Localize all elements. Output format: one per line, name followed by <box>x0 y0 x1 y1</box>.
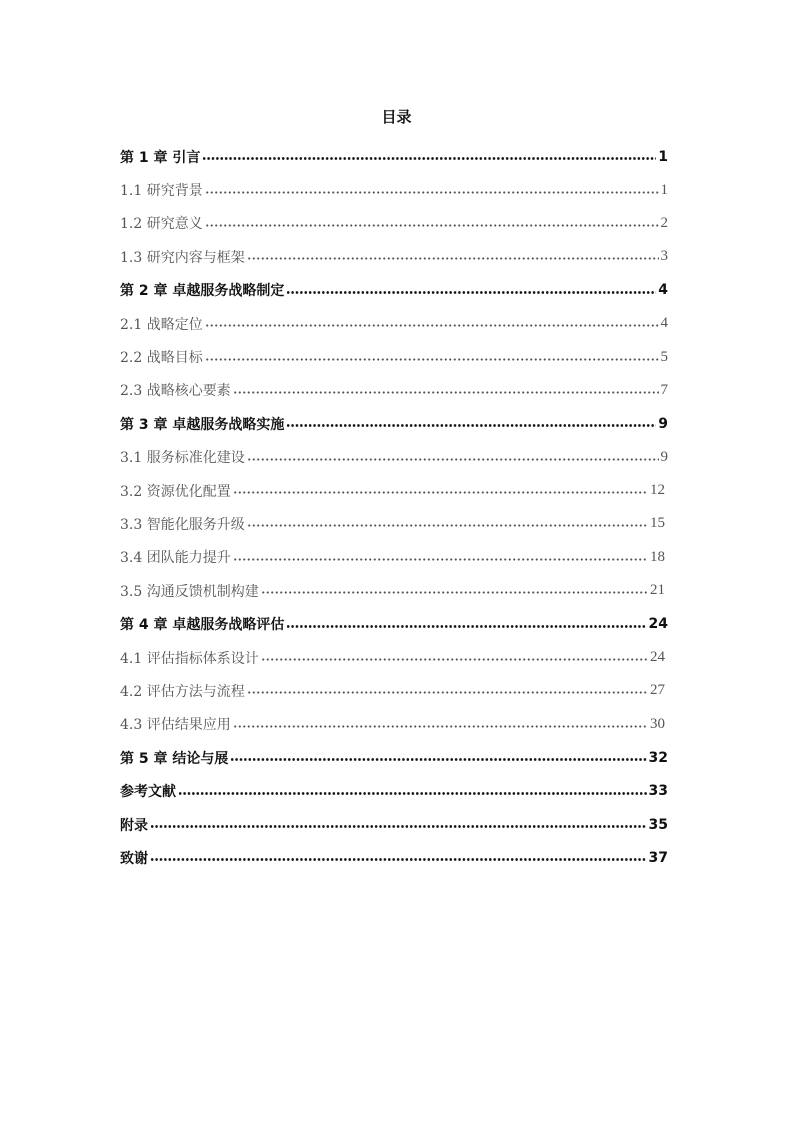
toc-entry-chapter-3[interactable] <box>120 407 668 440</box>
toc-entry-page: 24 <box>648 616 668 633</box>
toc-entry-page: 1 <box>660 181 668 198</box>
toc-entry-page: 27 <box>650 682 665 699</box>
toc-entry-appendix[interactable] <box>120 808 668 841</box>
toc-entry-section-3-5[interactable] <box>120 574 665 607</box>
toc-entry-label: 2.2 战略目标 <box>120 347 204 367</box>
dot-leader <box>205 358 659 361</box>
toc-entry-label: 3.5 沟通反馈机制构建 <box>120 581 260 601</box>
toc-entry-page: 3 <box>660 248 668 265</box>
toc-entry-section-3-4[interactable] <box>120 541 665 574</box>
dot-leader <box>150 825 647 828</box>
dot-leader <box>233 491 648 494</box>
toc-entry-section-3-3[interactable] <box>120 507 665 540</box>
toc-entry-label: 3.2 资源优化配置 <box>120 481 232 501</box>
toc-entry-label: 参考文献 <box>120 781 177 801</box>
dot-leader <box>286 625 646 628</box>
dot-leader <box>230 758 646 761</box>
toc-entry-acknowledgements[interactable] <box>120 841 668 874</box>
toc-entry-label: 4.3 评估结果应用 <box>120 714 232 734</box>
dot-leader <box>205 224 659 227</box>
toc-entry-chapter-2[interactable] <box>120 274 668 307</box>
toc-entry-section-2-1[interactable] <box>120 307 668 340</box>
dot-leader <box>247 691 648 694</box>
toc-entry-label: 2.3 战略核心要素 <box>120 380 232 400</box>
dot-leader <box>205 324 659 327</box>
toc-entry-label: 附录 <box>120 815 149 835</box>
toc-entry-section-3-2[interactable] <box>120 474 665 507</box>
toc-entry-label: 致谢 <box>120 848 149 868</box>
dot-leader <box>233 391 659 394</box>
toc-entry-page: 35 <box>648 816 668 833</box>
toc-entry-page: 33 <box>648 783 668 800</box>
toc-entry-label: 1.3 研究内容与框架 <box>120 247 246 267</box>
toc-entry-chapter-1[interactable] <box>120 140 668 173</box>
dot-leader <box>247 257 659 260</box>
toc-entry-section-4-3[interactable] <box>120 708 665 741</box>
toc-entry-section-4-2[interactable] <box>120 674 665 707</box>
toc-entry-label: 2.1 战略定位 <box>120 314 204 334</box>
toc-entry-label: 4.1 评估指标体系设计 <box>120 648 260 668</box>
toc-entry-page: 15 <box>650 515 665 532</box>
toc-entry-section-2-2[interactable] <box>120 340 668 373</box>
toc-entry-page: 21 <box>650 582 665 599</box>
toc-entry-page: 12 <box>650 482 665 499</box>
toc-entry-page: 37 <box>648 849 668 866</box>
toc-entry-label: 第 5 章 结论与展 <box>120 748 229 768</box>
dot-leader <box>202 157 656 160</box>
dot-leader <box>150 858 647 861</box>
dot-leader <box>233 725 648 728</box>
dot-leader <box>261 591 648 594</box>
toc-entry-label: 第 2 章 卓越服务战略制定 <box>120 280 285 300</box>
toc-entry-page: 5 <box>660 348 668 365</box>
dot-leader <box>205 191 659 194</box>
toc-entry-label: 第 3 章 卓越服务战略实施 <box>120 414 285 434</box>
toc-entry-page: 1 <box>658 148 668 165</box>
dot-leader <box>286 424 656 427</box>
toc-entry-label: 3.1 服务标准化建设 <box>120 447 246 467</box>
toc-entry-page: 2 <box>660 214 668 231</box>
dot-leader <box>247 524 648 527</box>
toc-entry-label: 1.2 研究意义 <box>120 213 204 233</box>
toc-entry-chapter-5[interactable] <box>120 741 668 774</box>
dot-leader <box>261 658 648 661</box>
toc-entry-section-4-1[interactable] <box>120 641 665 674</box>
toc-entry-label: 3.3 智能化服务升级 <box>120 514 246 534</box>
toc-entry-page: 4 <box>660 315 668 332</box>
toc-entry-page: 4 <box>658 282 668 299</box>
toc-entry-page: 30 <box>650 715 665 732</box>
toc-entry-label: 3.4 团队能力提升 <box>120 547 232 567</box>
toc-entry-chapter-4[interactable] <box>120 607 668 640</box>
dot-leader <box>286 291 656 294</box>
toc-entry-references[interactable] <box>120 774 668 807</box>
toc-entry-page: 7 <box>660 381 668 398</box>
toc-entry-label: 1.1 研究背景 <box>120 180 204 200</box>
toc-entry-page: 24 <box>650 649 665 666</box>
dot-leader <box>247 458 659 461</box>
dot-leader <box>233 558 648 561</box>
toc-entry-page: 9 <box>660 448 668 465</box>
toc-entry-section-2-3[interactable] <box>120 374 668 407</box>
toc-entry-page: 9 <box>658 415 668 432</box>
toc-entry-page: 32 <box>648 749 668 766</box>
table-of-contents <box>120 140 670 875</box>
toc-title: 目录 <box>381 108 412 126</box>
toc-entry-section-1-1[interactable] <box>120 173 668 206</box>
toc-entry-label: 第 4 章 卓越服务战略评估 <box>120 614 285 634</box>
toc-entry-label: 第 1 章 引言 <box>120 147 201 167</box>
dot-leader <box>178 792 647 795</box>
toc-entry-section-3-1[interactable] <box>120 441 668 474</box>
toc-entry-section-1-2[interactable] <box>120 207 668 240</box>
toc-entry-page: 18 <box>650 548 665 565</box>
toc-entry-section-1-3[interactable] <box>120 240 668 273</box>
toc-entry-label: 4.2 评估方法与流程 <box>120 681 246 701</box>
